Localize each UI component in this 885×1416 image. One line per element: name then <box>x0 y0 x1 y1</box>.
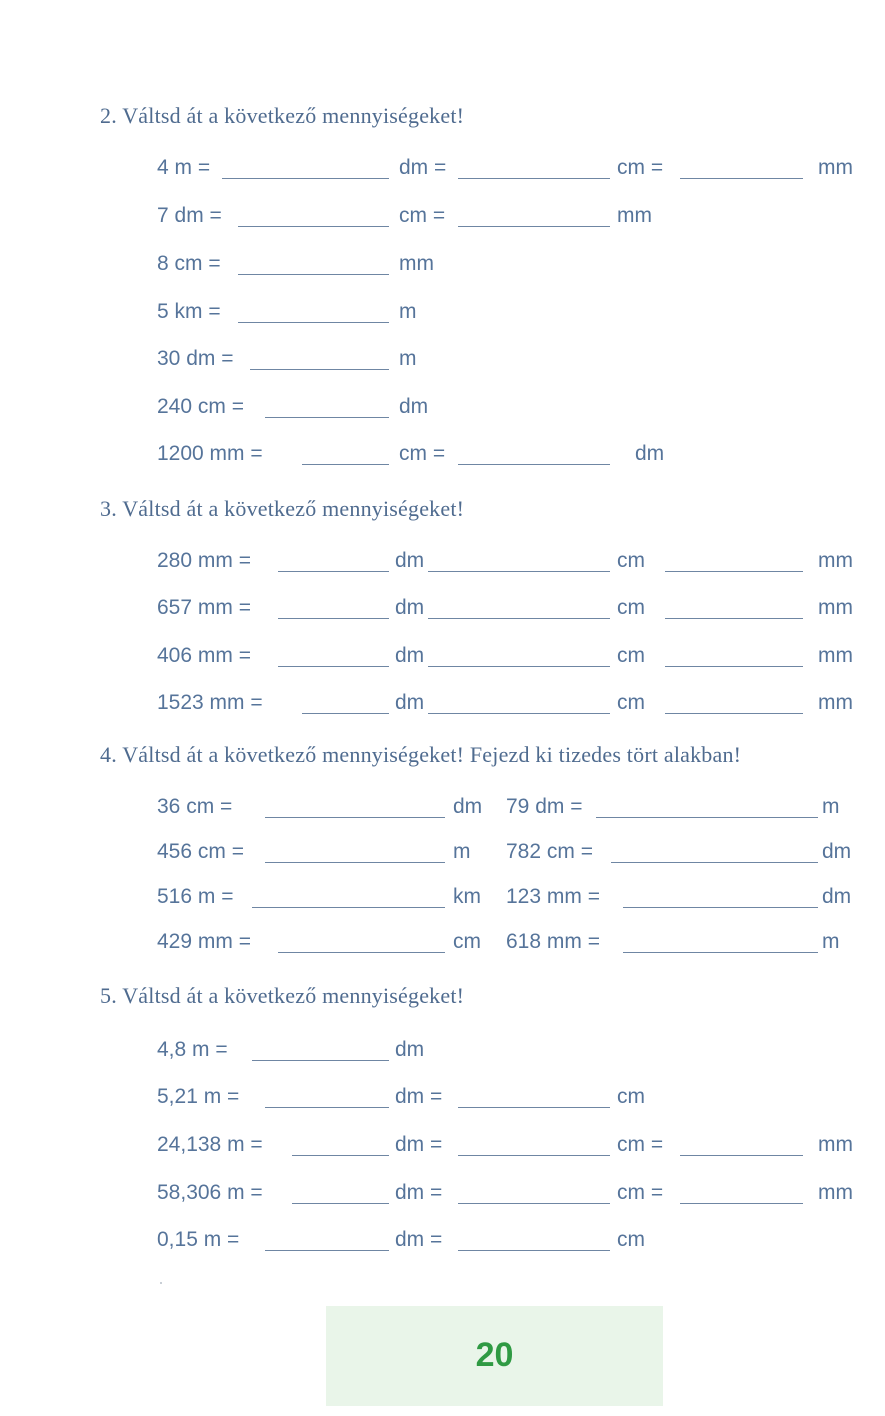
row-text: cm <box>617 1228 645 1251</box>
answer-blank[interactable] <box>680 178 803 179</box>
answer-blank[interactable] <box>252 1060 389 1061</box>
row-text: cm <box>617 1085 645 1108</box>
answer-blank[interactable] <box>222 178 389 179</box>
answer-blank[interactable] <box>265 1107 389 1108</box>
row-text: mm <box>818 596 853 619</box>
answer-blank[interactable] <box>680 1155 803 1156</box>
row-text: 618 mm = <box>506 930 600 953</box>
row-text: m <box>822 795 840 818</box>
answer-blank[interactable] <box>458 1155 610 1156</box>
row-text: 516 m = <box>157 885 234 908</box>
row-text: 782 cm = <box>506 840 593 863</box>
row-text: m <box>399 347 417 370</box>
row-text: m <box>399 300 417 323</box>
row-text: 79 dm = <box>506 795 583 818</box>
row-text: cm = <box>399 204 446 227</box>
row-text: dm = <box>395 1181 443 1204</box>
row-text: mm <box>818 156 853 179</box>
row-text: cm <box>617 596 645 619</box>
row-text: mm <box>818 1133 853 1156</box>
dust-speck <box>160 1282 162 1284</box>
answer-blank[interactable] <box>458 1250 610 1251</box>
answer-blank[interactable] <box>302 464 389 465</box>
exercise-heading: 4. Váltsd át a következő mennyiségeket! Fejezd ki tizedes tört alakban! <box>100 742 742 767</box>
row-text: 58,306 m = <box>157 1181 263 1204</box>
answer-blank[interactable] <box>596 817 818 818</box>
row-text: mm <box>818 644 853 667</box>
row-text: 4 m = <box>157 156 211 179</box>
page-number: 20 <box>475 1336 514 1374</box>
answer-blank[interactable] <box>428 618 610 619</box>
answer-blank[interactable] <box>292 1155 389 1156</box>
answer-blank[interactable] <box>278 952 445 953</box>
row-text: 123 mm = <box>506 885 600 908</box>
row-text: cm <box>617 644 645 667</box>
row-text: 406 mm = <box>157 644 251 667</box>
answer-blank[interactable] <box>265 862 445 863</box>
answer-blank[interactable] <box>665 666 803 667</box>
answer-blank[interactable] <box>292 1203 389 1204</box>
answer-blank[interactable] <box>458 1203 610 1204</box>
row-text: m <box>453 840 471 863</box>
row-text: 5,21 m = <box>157 1085 240 1108</box>
answer-blank[interactable] <box>250 369 389 370</box>
row-text: dm <box>395 596 425 619</box>
exercise-heading: 2. Váltsd át a következő mennyiségeket! <box>100 103 465 128</box>
row-text: 280 mm = <box>157 549 251 572</box>
row-text: 5 km = <box>157 300 221 323</box>
row-text: dm <box>822 840 852 863</box>
answer-blank[interactable] <box>428 666 610 667</box>
answer-blank[interactable] <box>623 907 818 908</box>
row-text: cm <box>617 691 645 714</box>
answer-blank[interactable] <box>665 571 803 572</box>
row-text: dm <box>395 549 425 572</box>
answer-blank[interactable] <box>623 952 818 953</box>
answer-blank[interactable] <box>265 417 389 418</box>
exercise-heading: 5. Váltsd át a következő mennyiségeket! <box>100 983 465 1008</box>
answer-blank[interactable] <box>611 862 818 863</box>
page-number-box <box>326 1306 663 1406</box>
answer-blank[interactable] <box>278 571 389 572</box>
row-text: 4,8 m = <box>157 1038 228 1061</box>
row-text: 657 mm = <box>157 596 251 619</box>
row-text: 429 mm = <box>157 930 251 953</box>
row-text: mm <box>818 1181 853 1204</box>
answer-blank[interactable] <box>238 226 389 227</box>
answer-blank[interactable] <box>458 464 610 465</box>
answer-blank[interactable] <box>665 713 803 714</box>
row-text: 0,15 m = <box>157 1228 240 1251</box>
row-text: dm = <box>395 1133 443 1156</box>
row-text: m <box>822 930 840 953</box>
exercise-heading: 3. Váltsd át a következő mennyiségeket! <box>100 496 465 521</box>
row-text: 1200 mm = <box>157 442 263 465</box>
answer-blank[interactable] <box>252 907 445 908</box>
row-text: 8 cm = <box>157 252 221 275</box>
row-text: km <box>453 885 481 908</box>
row-text: cm = <box>617 1133 664 1156</box>
answer-blank[interactable] <box>458 226 610 227</box>
row-text: 7 dm = <box>157 204 222 227</box>
answer-blank[interactable] <box>278 666 389 667</box>
row-text: dm <box>395 644 425 667</box>
row-text: mm <box>818 549 853 572</box>
row-text: dm <box>822 885 852 908</box>
answer-blank[interactable] <box>238 322 389 323</box>
row-text: mm <box>617 204 652 227</box>
row-text: cm = <box>617 156 664 179</box>
row-text: dm <box>395 1038 425 1061</box>
row-text: mm <box>399 252 434 275</box>
row-text: cm = <box>617 1181 664 1204</box>
answer-blank[interactable] <box>278 618 389 619</box>
row-text: 240 cm = <box>157 395 244 418</box>
answer-blank[interactable] <box>265 1250 389 1251</box>
row-text: dm = <box>395 1228 443 1251</box>
row-text: dm <box>453 795 483 818</box>
answer-blank[interactable] <box>428 571 610 572</box>
row-text: dm <box>395 691 425 714</box>
row-text: dm <box>635 442 665 465</box>
row-text: cm <box>617 549 645 572</box>
answer-blank[interactable] <box>680 1203 803 1204</box>
row-text: 456 cm = <box>157 840 244 863</box>
row-text: dm = <box>399 156 447 179</box>
row-text: 24,138 m = <box>157 1133 263 1156</box>
row-text: 1523 mm = <box>157 691 263 714</box>
answer-blank[interactable] <box>458 178 610 179</box>
answer-blank[interactable] <box>302 713 389 714</box>
answer-blank[interactable] <box>428 713 610 714</box>
row-text: dm <box>399 395 429 418</box>
answer-blank[interactable] <box>665 618 803 619</box>
answer-blank[interactable] <box>238 274 389 275</box>
row-text: cm = <box>399 442 446 465</box>
answer-blank[interactable] <box>458 1107 610 1108</box>
row-text: 30 dm = <box>157 347 234 370</box>
row-text: 36 cm = <box>157 795 233 818</box>
row-text: cm <box>453 930 481 953</box>
row-text: dm = <box>395 1085 443 1108</box>
answer-blank[interactable] <box>265 817 445 818</box>
row-text: mm <box>818 691 853 714</box>
